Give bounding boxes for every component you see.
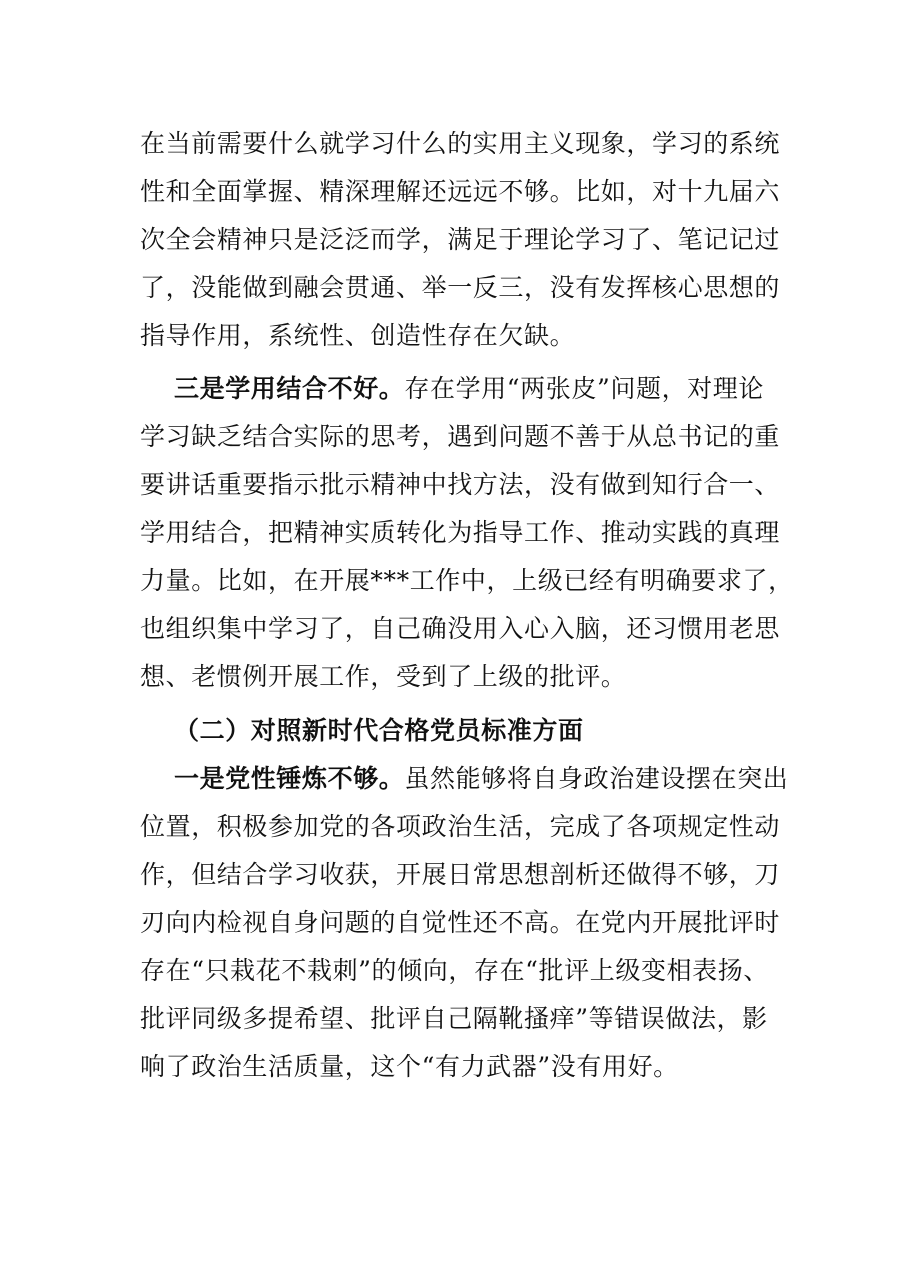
- paragraph-first-line: [140, 365, 775, 413]
- paragraph-3: [140, 755, 789, 1091]
- paragraph-2: [140, 365, 794, 701]
- section-heading: [140, 707, 775, 755]
- paragraph-line: 想、老惯例开展工作，受到了上级的批评。: [140, 662, 627, 691]
- paragraph-line: 存在“只栽花不栽刺”的倾向，存在“批评上级变相表扬、: [140, 956, 769, 985]
- paragraph-line: 作，但结合学习收获，开展日常思想剖析还做得不够，刀: [140, 860, 781, 889]
- paragraph-line-text: 虽然能够将自身政治建设摆在突出: [404, 764, 789, 793]
- lead-heading: 三是学用结合不好。: [174, 374, 405, 403]
- paragraph-line: 要讲话重要指示批示精神中找方法，没有做到知行合一、: [140, 470, 781, 499]
- paragraph-line: 响了政治生活质量，这个“有力武器”没有用好。: [140, 1052, 679, 1081]
- paragraph-1: [140, 120, 781, 360]
- section-heading-text: （二）对照新时代合格党员标准方面: [174, 716, 584, 745]
- paragraph-line-text: 存在学用“两张皮”问题，对理论: [404, 374, 764, 403]
- paragraph-line: 了，没能做到融会贯通、举一反三，没有发挥核心思想的: [140, 273, 781, 302]
- paragraph-first-line: [140, 755, 789, 803]
- paragraph-line: 力量。比如，在开展***工作中，上级已经有明确要求了，: [140, 566, 794, 595]
- paragraph-line: 位置，积极参加党的各项政治生活，完成了各项规定性动: [140, 812, 781, 841]
- paragraph-line: 指导作用，系统性、创造性存在欠缺。: [140, 321, 576, 350]
- paragraph-line: 学习缺乏结合实际的思考，遇到问题不善于从总书记的重: [140, 422, 781, 451]
- paragraph-line: 刃向内检视自身问题的自觉性还不高。在党内开展批评时: [140, 908, 781, 937]
- paragraph-line: 在当前需要什么就学习什么的实用主义现象，学习的系统: [140, 129, 781, 158]
- paragraph-line: 学用结合，把精神实质转化为指导工作、推动实践的真理: [140, 518, 781, 547]
- paragraph-line: 批评同级多提希望、批评自己隔靴搔痒”等错误做法，影: [140, 1004, 768, 1033]
- paragraph-line: 性和全面掌握、精深理解还远远不够。比如，对十九届六: [140, 177, 781, 206]
- lead-heading: 一是党性锤炼不够。: [174, 764, 405, 793]
- document-body: [140, 120, 794, 1091]
- paragraph-line: 也组织集中学习了，自己确没用入心入脑，还习惯用老思: [140, 614, 781, 643]
- paragraph-line: 次全会精神只是泛泛而学，满足于理论学习了、笔记记过: [140, 225, 781, 254]
